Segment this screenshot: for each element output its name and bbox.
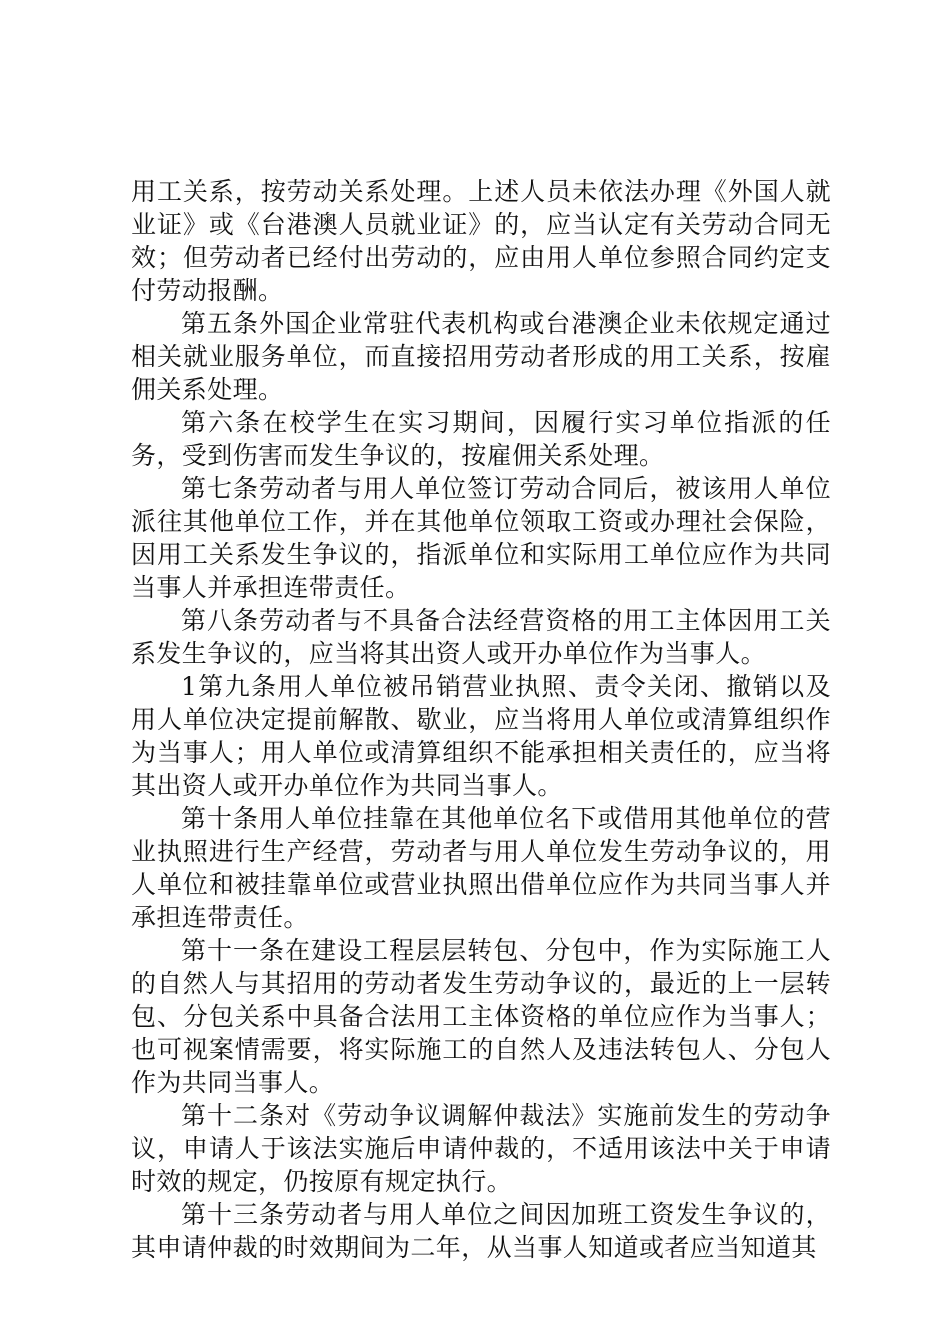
paragraph-article-7: 第七条劳动者与用人单位签订劳动合同后，被该用人单位派往其他单位工作，并在其他单位领取工资或办理社会保险，因用工关系发生争议的，指派单位和实际用工单位应作为共同当事人并承担连带责任。: [131, 474, 831, 602]
paragraph-article-10: 第十条用人单位挂靠在其他单位名下或借用其他单位的营业执照进行生产经营，劳动者与用人单位发生劳动争议的，用人单位和被挂靠单位或营业执照出借单位应作为共同当事人并承担连带责任。: [131, 804, 831, 932]
paragraph-article-9: 1第九条用人单位被吊销营业执照、责令关闭、撤销以及用人单位决定提前解散、歇业，应当将用人单位或清算组织作为当事人；用人单位或清算组织不能承担相关责任的，应当将其出资人或开办单位作为共同当事人。: [131, 672, 831, 800]
paragraph-article-11: 第十一条在建设工程层层转包、分包中，作为实际施工人的自然人与其招用的劳动者发生劳动争议的，最近的上一层转包、分包关系中具备合法用工主体资格的单位应作为当事人；也可视案情需要，将实际施工的自然人及违法转包人、分包人作为共同当事人。: [131, 936, 831, 1097]
paragraph-article-6: 第六条在校学生在实习期间，因履行实习单位指派的任务，受到伤害而发生争议的，按雇佣关系处理。: [131, 408, 831, 470]
paragraph-continuation: 用工关系，按劳动关系处理。上述人员未依法办理《外国人就业证》或《台港澳人员就业证》的，应当认定有关劳动合同无效；但劳动者已经付出劳动的，应由用人单位参照合同约定支付劳动报酬。: [131, 177, 831, 305]
paragraph-article-5: 第五条外国企业常驻代表机构或台港澳企业未依规定通过相关就业服务单位，而直接招用劳动者形成的用工关系，按雇佣关系处理。: [131, 309, 831, 404]
paragraph-article-12: 第十二条对《劳动争议调解仲裁法》实施前发生的劳动争议，申请人于该法实施后申请仲裁的，不适用该法中关于申请时效的规定，仍按原有规定执行。: [131, 1101, 831, 1196]
document-body: [131, 175, 831, 1264]
paragraph-article-13: 第十三条劳动者与用人单位之间因加班工资发生争议的，其申请仲裁的时效期间为二年，从当事人知道或者应当知道其: [131, 1200, 831, 1262]
paragraph-article-8: 第八条劳动者与不具备合法经营资格的用工主体因用工关系发生争议的，应当将其出资人或开办单位作为当事人。: [131, 606, 831, 668]
